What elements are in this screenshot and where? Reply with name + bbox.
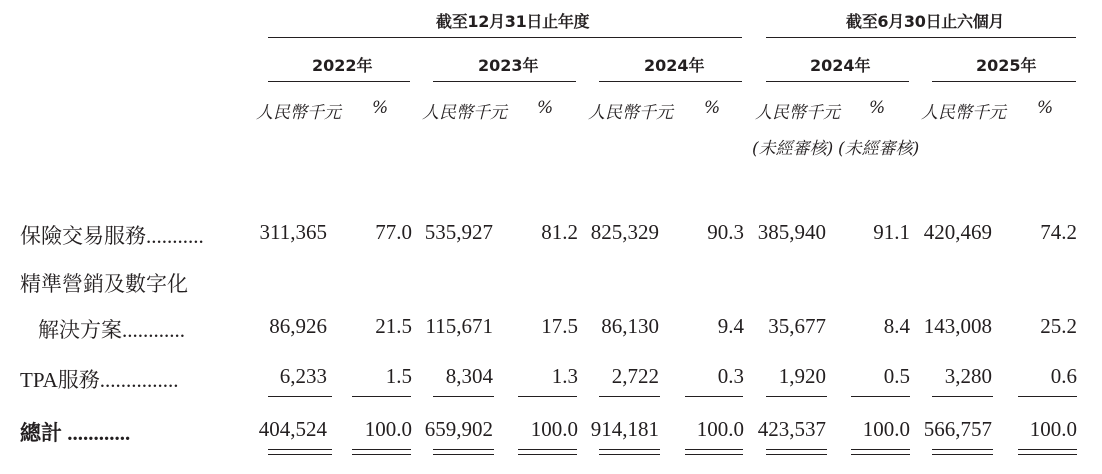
cell: 86,130 xyxy=(601,314,659,338)
cell: 91.1 xyxy=(873,220,910,244)
cell: 115,671 xyxy=(425,314,493,338)
cell: 17.5 xyxy=(541,314,578,338)
year-rule-2024-hy xyxy=(766,81,909,82)
cell: 90.3 xyxy=(707,220,744,244)
cell: 86,926 xyxy=(269,314,327,338)
year-header-2025-hy: 2025年 xyxy=(976,56,1037,75)
total-double-rule xyxy=(268,449,332,455)
cell: 100.0 xyxy=(530,417,578,441)
subtotal-rule xyxy=(268,396,332,397)
subtotal-rule xyxy=(932,396,993,397)
cell: 914,181 xyxy=(590,417,659,441)
cell: 74.2 xyxy=(1040,220,1077,244)
total-double-rule xyxy=(433,449,494,455)
unit-amount-2025-hy: 人民幣千元 xyxy=(921,103,1006,123)
subtotal-rule xyxy=(766,396,827,397)
group-header-fiscal-year: 截至12月31日止年度 xyxy=(436,12,590,31)
unit-amount-2024: 人民幣千元 xyxy=(588,103,673,123)
cell: 8,304 xyxy=(445,364,493,388)
year-header-2022: 2022年 xyxy=(312,56,373,75)
subtotal-rule xyxy=(518,396,577,397)
cell: 81.2 xyxy=(541,220,578,244)
total-double-rule xyxy=(518,449,577,455)
total-double-rule xyxy=(352,449,411,455)
subtotal-rule xyxy=(352,396,411,397)
cell: 25.2 xyxy=(1040,314,1077,338)
year-header-2023: 2023年 xyxy=(478,56,539,75)
total-double-rule xyxy=(685,449,743,455)
cell: 35,677 xyxy=(768,314,826,338)
cell: 659,902 xyxy=(424,417,493,441)
year-header-2024: 2024年 xyxy=(644,56,705,75)
cell: 6,233 xyxy=(279,364,327,388)
cell: 3,280 xyxy=(944,364,992,388)
unit-percent-2022: % xyxy=(372,98,389,118)
unit-percent-2025-hy: % xyxy=(1037,98,1054,118)
total-double-rule xyxy=(932,449,993,455)
subtotal-rule xyxy=(685,396,743,397)
cell: 2,722 xyxy=(611,364,659,388)
cell: 8.4 xyxy=(883,314,910,338)
cell: 0.5 xyxy=(883,364,910,388)
row-label-insurance-transaction: 保險交易服務........... xyxy=(20,224,204,248)
year-rule-2025-hy xyxy=(932,81,1076,82)
cell: 311,365 xyxy=(259,220,327,244)
cell: 0.3 xyxy=(717,364,744,388)
cell: 1.5 xyxy=(385,364,412,388)
row-label-total: 總計 ............ xyxy=(20,421,131,445)
unit-amount-2024-hy: 人民幣千元 xyxy=(755,103,840,123)
total-double-rule xyxy=(851,449,910,455)
year-rule-2023 xyxy=(433,81,576,82)
year-rule-2022 xyxy=(268,81,410,82)
cell: 21.5 xyxy=(375,314,412,338)
unit-percent-2024: % xyxy=(704,98,721,118)
cell: 420,469 xyxy=(923,220,992,244)
subtotal-rule xyxy=(1018,396,1077,397)
unaudited-note-percent: (未經審核) xyxy=(838,139,920,159)
cell: 535,927 xyxy=(424,220,493,244)
year-rule-2024 xyxy=(599,81,742,82)
row-label-marketing-line1: 精準營銷及數字化 xyxy=(20,272,188,296)
total-double-rule xyxy=(599,449,660,455)
cell: 825,329 xyxy=(590,220,659,244)
subtotal-rule xyxy=(433,396,494,397)
cell: 143,008 xyxy=(923,314,992,338)
cell: 1.3 xyxy=(551,364,578,388)
group-rule-six-months xyxy=(766,37,1076,38)
subtotal-rule xyxy=(851,396,910,397)
unaudited-note-amount: (未經審核) xyxy=(752,139,834,159)
unit-percent-2023: % xyxy=(537,98,554,118)
unit-amount-2022: 人民幣千元 xyxy=(256,103,341,123)
cell: 100.0 xyxy=(1029,417,1077,441)
row-label-marketing-line2: 解決方案............ xyxy=(38,318,185,342)
cell: 9.4 xyxy=(717,314,744,338)
cell: 385,940 xyxy=(757,220,826,244)
year-header-2024-hy: 2024年 xyxy=(810,56,871,75)
cell: 100.0 xyxy=(862,417,910,441)
cell: 100.0 xyxy=(364,417,412,441)
unit-percent-2024-hy: % xyxy=(869,98,886,118)
row-label-tpa: TPA服務............... xyxy=(20,368,179,392)
cell: 423,537 xyxy=(757,417,826,441)
group-rule-fiscal-year xyxy=(268,37,742,38)
cell: 566,757 xyxy=(923,417,992,441)
cell: 77.0 xyxy=(375,220,412,244)
cell: 1,920 xyxy=(778,364,826,388)
group-header-six-months: 截至6月30日止六個月 xyxy=(846,12,1005,31)
subtotal-rule xyxy=(599,396,660,397)
total-double-rule xyxy=(766,449,827,455)
cell: 0.6 xyxy=(1050,364,1077,388)
cell: 100.0 xyxy=(696,417,744,441)
unit-amount-2023: 人民幣千元 xyxy=(422,103,507,123)
total-double-rule xyxy=(1018,449,1077,455)
cell: 404,524 xyxy=(258,417,327,441)
